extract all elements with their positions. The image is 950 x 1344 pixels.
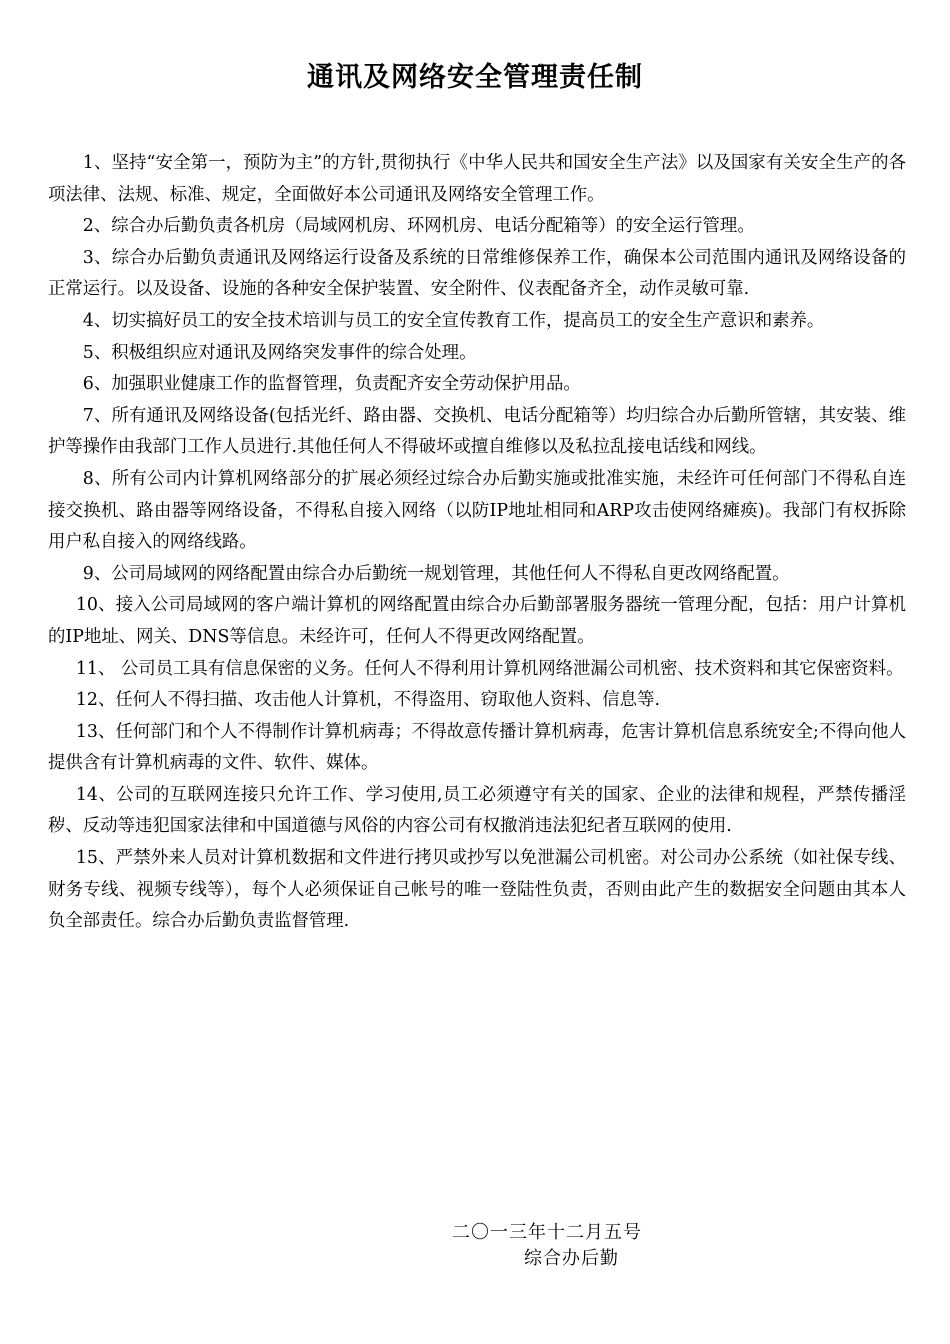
clause-12: 12、任何人不得扫描、攻击他人计算机，不得盗用、窃取他人资料、信息等.	[75, 690, 660, 711]
clause-3: 3、综合办后勤负责通讯及网络运行设备及系统的日常维修保养工作，确保本公司范围内通讯及网络设备的正常运行。以及设备、设施的各种安全保护装置、安全附件、仪表配备齐全，动作灵敏可靠.	[48, 247, 906, 300]
issuing-department: 综合办后勤	[524, 1248, 619, 1269]
clause-1: 1、坚持“安全第一，预防为主”的方针,贯彻执行《中华人民共和国安全生产法》以及国家有关安全生产的各项法律、法规、标准、规定，全面做好本公司通讯及网络安全管理工作。	[48, 153, 906, 205]
clause-2: 2、综合办后勤负责各机房（局域网机房、环网机房、电话分配箱等）的安全运行管理。	[82, 216, 755, 237]
clause-9: 9、公司局域网的网络配置由综合办后勤统一规划管理，其他任何人不得私自更改网络配置。	[82, 563, 790, 584]
document-footer	[452, 1220, 712, 1272]
clause-14: 14、公司的互联网连接只允许工作、学习使用,员工必须遵守有关的国家、企业的法律和规程，严禁传播淫秽、反动等违犯国家法律和中国道德与风俗的内容公司有权撤消违法犯纪者互联网的使用.	[48, 784, 906, 837]
clause-15: 15、严禁外来人员对计算机数据和文件进行拷贝或抄写以免泄漏公司机密。对公司办公系统（如社保专线、财务专线、视频专线等），每个人必须保证自己帐号的唯一登陆性负责，否则由此产生的数据安全问题由其本人负全部责任。综合办后勤负责监督管理.	[48, 848, 906, 932]
clause-11: 11、 公司员工具有信息保密的义务。任何人不得利用计算机网络泄漏公司机密、技术资料和其它保密资料。	[75, 658, 904, 679]
clause-5: 5、积极组织应对通讯及网络突发事件的综合处理。	[82, 342, 477, 363]
clause-7: 7、所有通讯及网络设备(包括光纤、路由器、交换机、电话分配箱等）均归综合办后勤所管辖，其安装、维护等操作由我部门工作人员进行.其他任何人不得破坏或擅自维修以及私拉乱接电话线和网线。	[48, 405, 906, 458]
clause-8: 8、所有公司内计算机网络部分的扩展必须经过综合办后勤实施或批准实施，未经许可任何部门不得私自连接交换机、路由器等网络设备，不得私自接入网络（以防IP地址相同和ARP攻击使网络瘫痪)。我部门有权拆除用户私自接入的网络线路。	[48, 468, 906, 553]
clause-13: 13、任何部门和个人不得制作计算机病毒；不得故意传播计算机病毒，危害计算机信息系统安全;不得向他人提供含有计算机病毒的文件、软件、媒体。	[48, 721, 906, 774]
document-title: 通讯及网络安全管理责任制	[307, 62, 643, 93]
document-body	[48, 148, 906, 938]
clause-4: 4、切实搞好员工的安全技术培训与员工的安全宣传教育工作，提高员工的安全生产意识和素养。	[82, 310, 825, 331]
issue-date: 二〇一三年十二月五号	[452, 1222, 642, 1243]
clause-10: 10、接入公司局域网的客户端计算机的网络配置由综合办后勤部署服务器统一管理分配，包括：用户计算机的IP地址、网关、DNS等信息。未经许可，任何人不得更改网络配置。	[48, 595, 906, 647]
clause-6: 6、加强职业健康工作的监督管理，负责配齐安全劳动保护用品。	[82, 374, 581, 395]
